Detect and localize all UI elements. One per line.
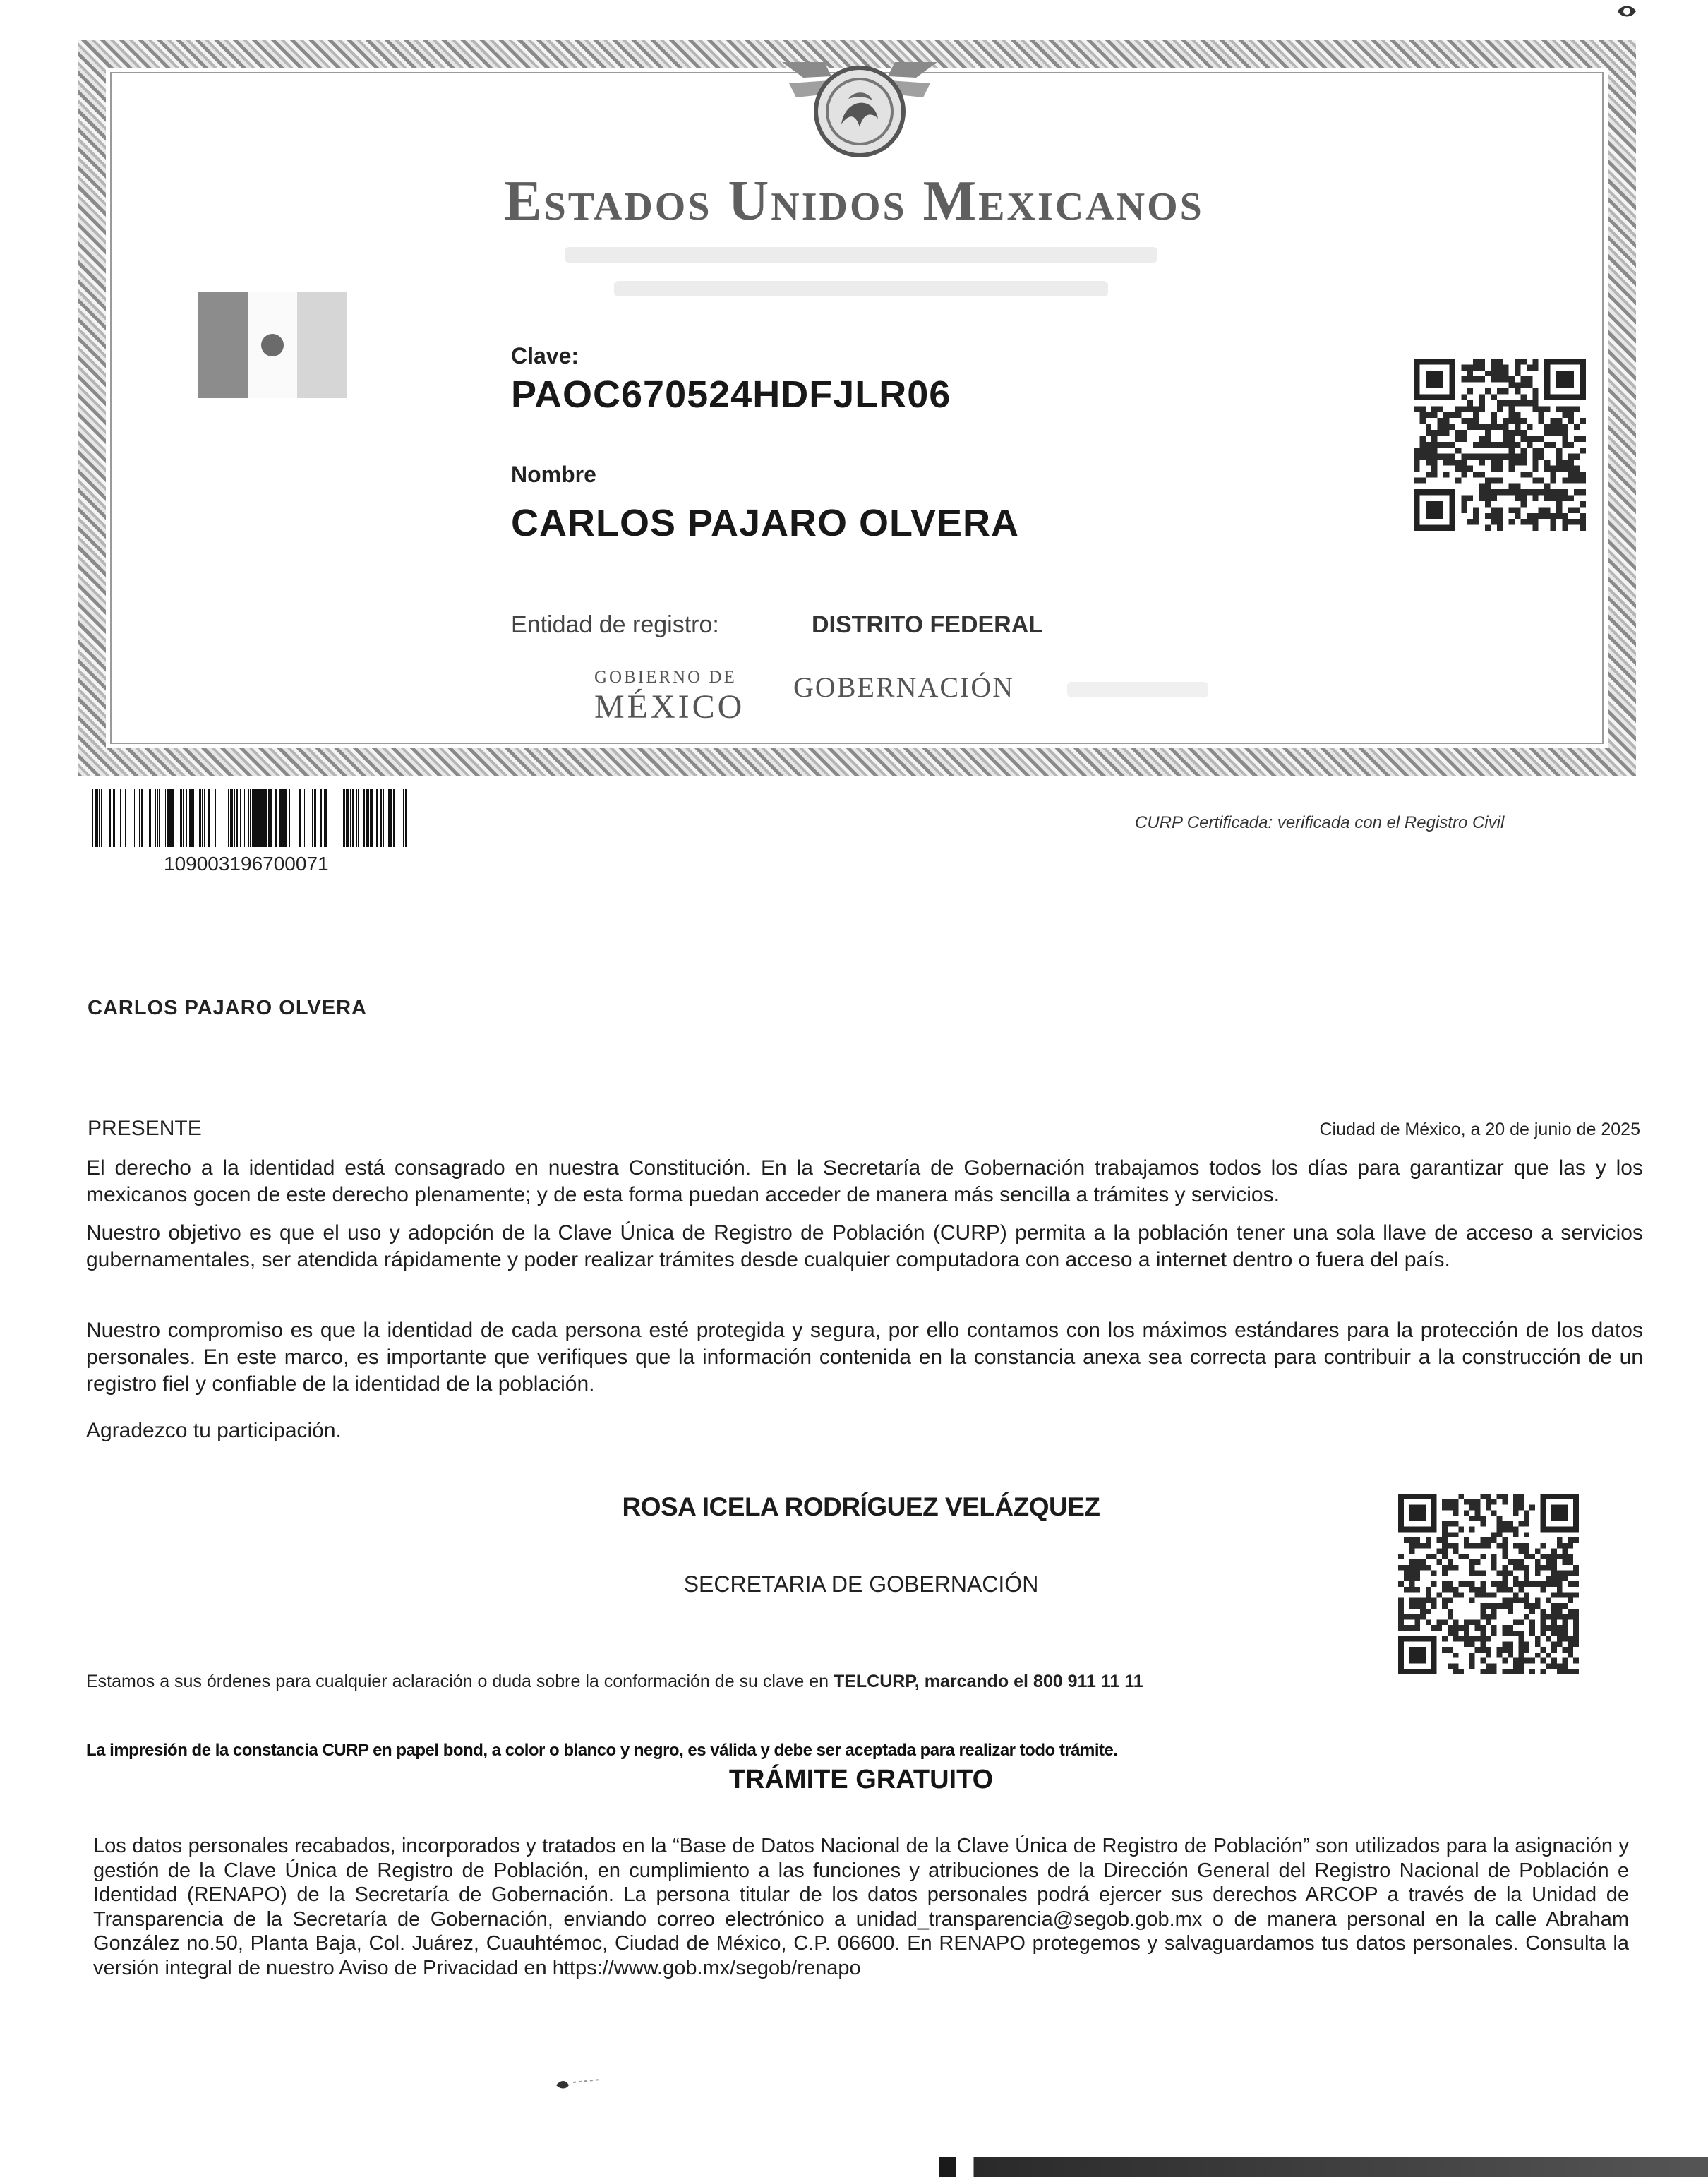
mexico-coat-of-arms-icon xyxy=(775,34,944,168)
clave-label: Clave: xyxy=(511,343,579,368)
print-validity-notice: La impresión de la constancia CURP en papel bond, a color o blanco y negro, es válida y debe ser aceptada para realizar todo trámite. xyxy=(86,1741,1118,1760)
scan-bottom-edge xyxy=(0,2157,1708,2177)
entidad-label: Entidad de registro: xyxy=(511,611,719,638)
letter-paragraph-1: El derecho a la identidad está consagrado en nuestra Constitución. En la Secretaría de Gobernación trabajamos todos los días para garantizar que las y los mexicanos gocen de este derecho plenamente; y de esta forma puedan acceder de manera más sencilla a trámites y servicios. xyxy=(86,1156,1643,1206)
curp-certified-note: CURP Certificada: verificada con el Registro Civil xyxy=(1135,813,1505,832)
telcurp-phone: TELCURP, marcando el 800 911 11 11 xyxy=(833,1672,1143,1691)
free-procedure-notice: TRÁMITE GRATUITO xyxy=(728,1765,994,1794)
scan-mark-icon xyxy=(1616,3,1637,21)
mexican-flag-icon xyxy=(198,292,347,398)
gobernacion-logo: GOBERNACIÓN xyxy=(793,671,1015,703)
scan-smudge-icon xyxy=(553,2075,603,2092)
letter-place-date: Ciudad de México, a 20 de junio de 2025 xyxy=(1319,1120,1640,1139)
letter-greeting: PRESENTE xyxy=(88,1117,202,1140)
certificate-title: Estados Unidos Mexicanos xyxy=(504,170,1204,232)
telcurp-text: Estamos a sus órdenes para cualquier aclaración o duda sobre la conformación de su clave en xyxy=(86,1672,829,1691)
telcurp-note xyxy=(86,1672,1143,1692)
barcode-icon xyxy=(92,789,412,847)
gobierno-logo-top: GOBIERNO DE xyxy=(594,668,737,687)
nombre-value: CARLOS PAJARO OLVERA xyxy=(511,502,1020,544)
letter-paragraph-2: Nuestro objetivo es que el uso y adopción de la Clave Única de Registro de Población (CURP) permita a la población tener una sola llave de acceso a servicios gubernamentales, ser atendida rápidamente y poder realizar trámites desde cualquier computadora con acceso a internet dentro o fuera del país. xyxy=(86,1221,1643,1271)
qr-code-icon xyxy=(1395,1494,1582,1674)
barcode-number: 109003196700071 xyxy=(164,853,329,875)
entidad-value: DISTRITO FEDERAL xyxy=(812,611,1044,638)
letter-closing: Agradezco tu participación. xyxy=(86,1419,342,1442)
signer-name: ROSA ICELA RODRÍGUEZ VELÁZQUEZ xyxy=(622,1492,1100,1521)
gobierno-logo-bottom: MÉXICO xyxy=(594,688,745,726)
clave-value: PAOC670524HDFJLR06 xyxy=(511,373,951,416)
nombre-label: Nombre xyxy=(511,462,596,487)
signer-title: SECRETARIA DE GOBERNACIÓN xyxy=(683,1571,1039,1597)
letter-recipient: CARLOS PAJARO OLVERA xyxy=(88,997,367,1019)
faded-subtitle-line xyxy=(614,281,1108,296)
faded-subtitle-line xyxy=(565,247,1157,263)
flag-emblem-icon xyxy=(261,334,284,356)
letter-paragraph-3: Nuestro compromiso es que la identidad de cada persona esté protegida y segura, por ello contamos con los máximos estándares para la protección de los datos personales. En este marco, es importante que verifiques que la información contenida en la constancia anexa sea correcta para contribuir a la construcción de un registro fiel y confiable de la identidad de la población. xyxy=(86,1319,1643,1396)
qr-code-icon xyxy=(1413,359,1587,531)
privacy-notice: Los datos personales recabados, incorporados y tratados en la “Base de Datos Nacional de la Clave Única de Registro de Población” son utilizados para la asignación y gestión de la Clave Única de Registro de Población, en cumplimiento a las funciones y atribuciones de la Dirección General del Registro Nacional de Población e Identidad (RENAPO) de la Secretaría de Gobernación. La persona titular de los datos personales podrá ejercer sus derechos ARCOP a través de la Unidad de Transparencia de la Secretaría de Gobernación, enviando correo electrónico a unidad_transparencia@segob.gob.mx o de manera personal en la calle Abraham González no.50, Planta Baja, Col. Juárez, Cuauhtémoc, Ciudad de México, C.P. 06600. En RENAPO protegemos y salvaguardamos tus datos personales. Consulta la versión integral de nuestro Aviso de Privacidad en https://www.gob.mx/segob/renapo xyxy=(93,1835,1629,1979)
faded-logo-text xyxy=(1067,682,1208,697)
